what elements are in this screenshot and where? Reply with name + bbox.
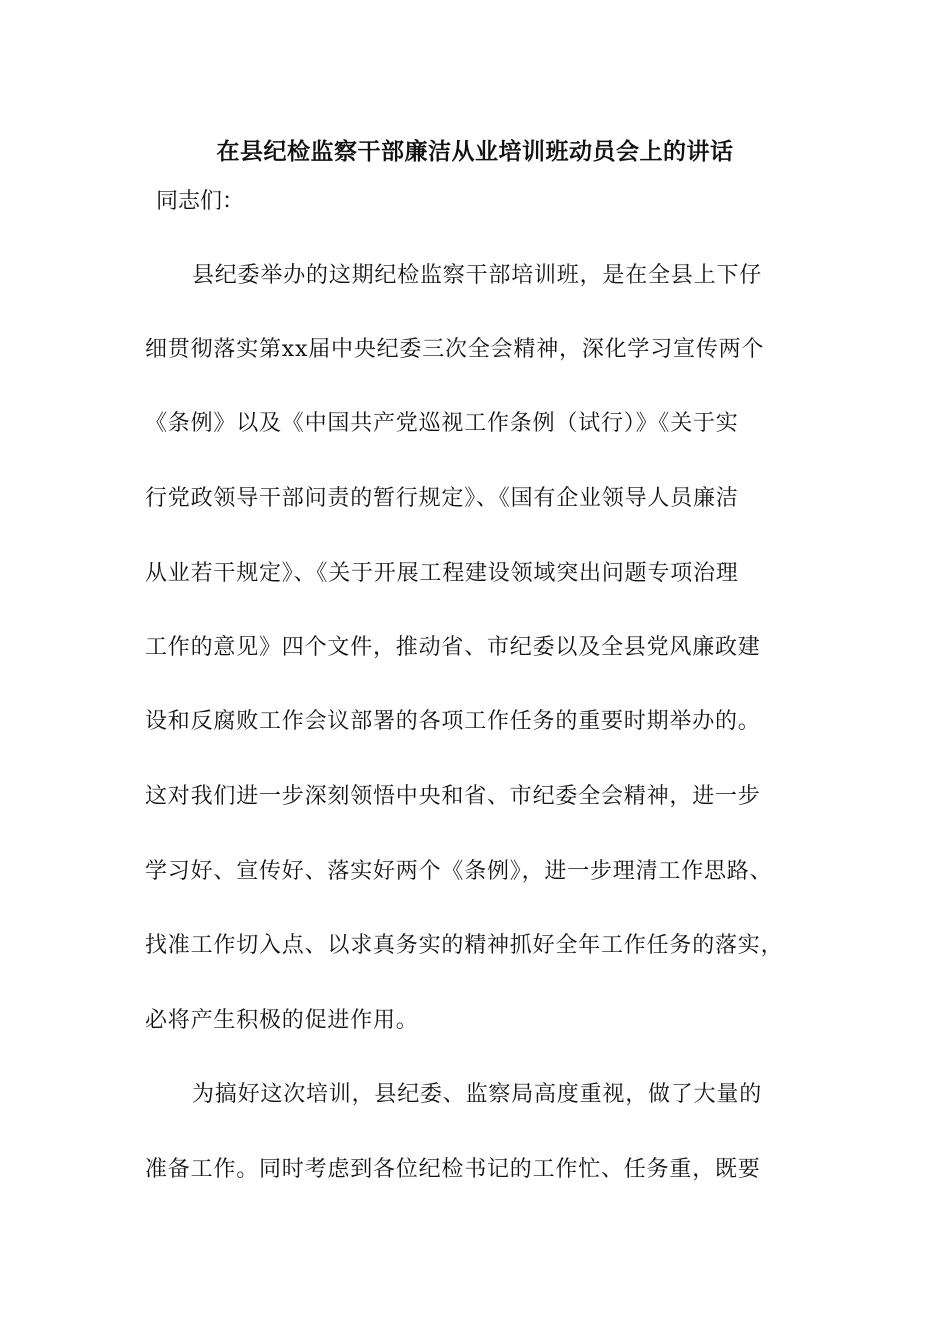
paragraph-line: 找准工作切入点、以求真务实的精神抓好全年工作任务的落实， — [145, 933, 784, 958]
document-title: 在县纪检监察干部廉洁从业培训班动员会上的讲话 — [216, 138, 734, 165]
paragraph-line: 工作的意见》四个文件，推动省、市纪委以及全县党风廉政建 — [145, 635, 761, 660]
paragraph-line: 从业若干规定》、《关于开展工程建设领域突出问题专项治理 — [145, 561, 739, 586]
paragraph-line: 学习好、宣传好、落实好两个《条例》，进一步理清工作思路、 — [145, 859, 773, 884]
paragraph-line: 细贯彻落实第xx届中央纪委三次全会精神，深化学习宣传两个 — [145, 337, 765, 362]
paragraph-line: 这对我们进一步深刻领悟中央和省、市纪委全会精神，进一步 — [145, 784, 761, 809]
paragraph-line: 《条例》以及《中国共产党巡视工作条例（试行）》《关于实 — [145, 411, 739, 436]
paragraph-line: 设和反腐败工作会议部署的各项工作任务的重要时期举办的。 — [145, 709, 761, 734]
paragraph-line: 为搞好这次培训，县纪委、监察局高度重视，做了大量的 — [192, 1082, 763, 1107]
paragraph-line: 行党政领导干部问责的暂行规定》、《国有企业领导人员廉洁 — [145, 486, 739, 511]
salutation: 同志们： — [156, 189, 245, 214]
paragraph-line: 准备工作。同时考虑到各位纪检书记的工作忙、任务重，既要 — [145, 1157, 761, 1182]
paragraph-line: 必将产生积极的促进作用。 — [145, 1008, 419, 1033]
paragraph-line: 县纪委举办的这期纪检监察干部培训班，是在全县上下仔 — [192, 263, 763, 288]
